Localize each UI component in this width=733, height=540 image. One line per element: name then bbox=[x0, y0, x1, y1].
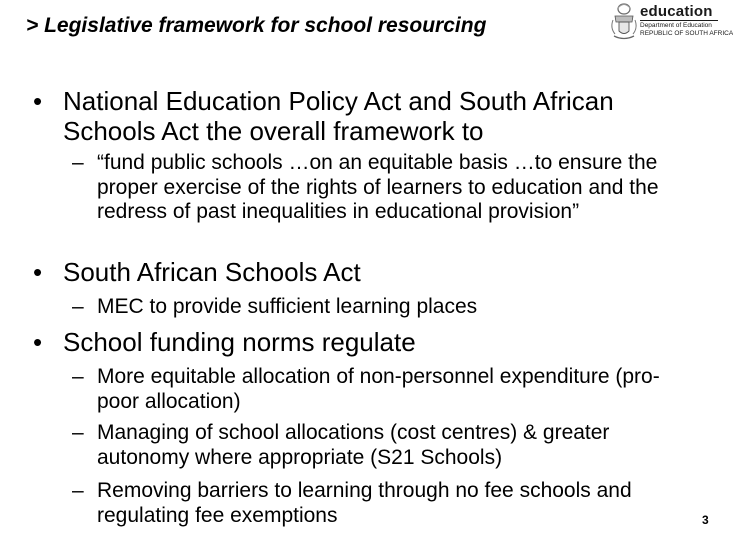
department-of-education-logo bbox=[608, 2, 733, 46]
sub-bullet-text: More equitable allocation of non-personnel expenditure (pro-poor allocation) bbox=[97, 365, 660, 413]
logo-divider bbox=[640, 20, 718, 21]
logo-country-line: REPUBLIC OF SOUTH AFRICA bbox=[640, 30, 733, 37]
sub-bullet-marker: – bbox=[72, 479, 84, 502]
coat-of-arms-icon bbox=[610, 2, 638, 42]
sub-bullet-marker: – bbox=[72, 151, 84, 174]
sub-bullet-marker: – bbox=[72, 421, 84, 444]
logo-wordmark: education bbox=[640, 3, 713, 20]
bullet-text: National Education Policy Act and South African Schools Act the overall framework to bbox=[63, 86, 614, 146]
sub-bullet-text: Removing barriers to learning through no fee schools and regulating fee exemptions bbox=[97, 479, 632, 527]
bullet-marker: • bbox=[33, 327, 43, 357]
sub-bullet-text: Managing of school allocations (cost centres) & greater autonomy where appropriate (S21 Schools) bbox=[97, 421, 610, 469]
logo-department-line: Department of Education bbox=[640, 22, 712, 29]
page-number: 3 bbox=[702, 513, 709, 527]
bullet-marker: • bbox=[33, 86, 43, 116]
slide-title: > Legislative framework for school resourcing bbox=[26, 14, 487, 37]
bullet-text: South African Schools Act bbox=[63, 257, 361, 287]
sub-bullet-marker: – bbox=[72, 295, 84, 318]
sub-bullet-text: MEC to provide sufficient learning places bbox=[97, 295, 478, 318]
sub-bullet-marker: – bbox=[72, 365, 84, 388]
sub-bullet-text: “fund public schools …on an equitable basis …to ensure the proper exercise of the rights of learners to education and the redress of past inequalities in educational provision” bbox=[97, 151, 659, 223]
bullet-marker: • bbox=[33, 257, 43, 287]
bullet-text: School funding norms regulate bbox=[63, 327, 416, 357]
